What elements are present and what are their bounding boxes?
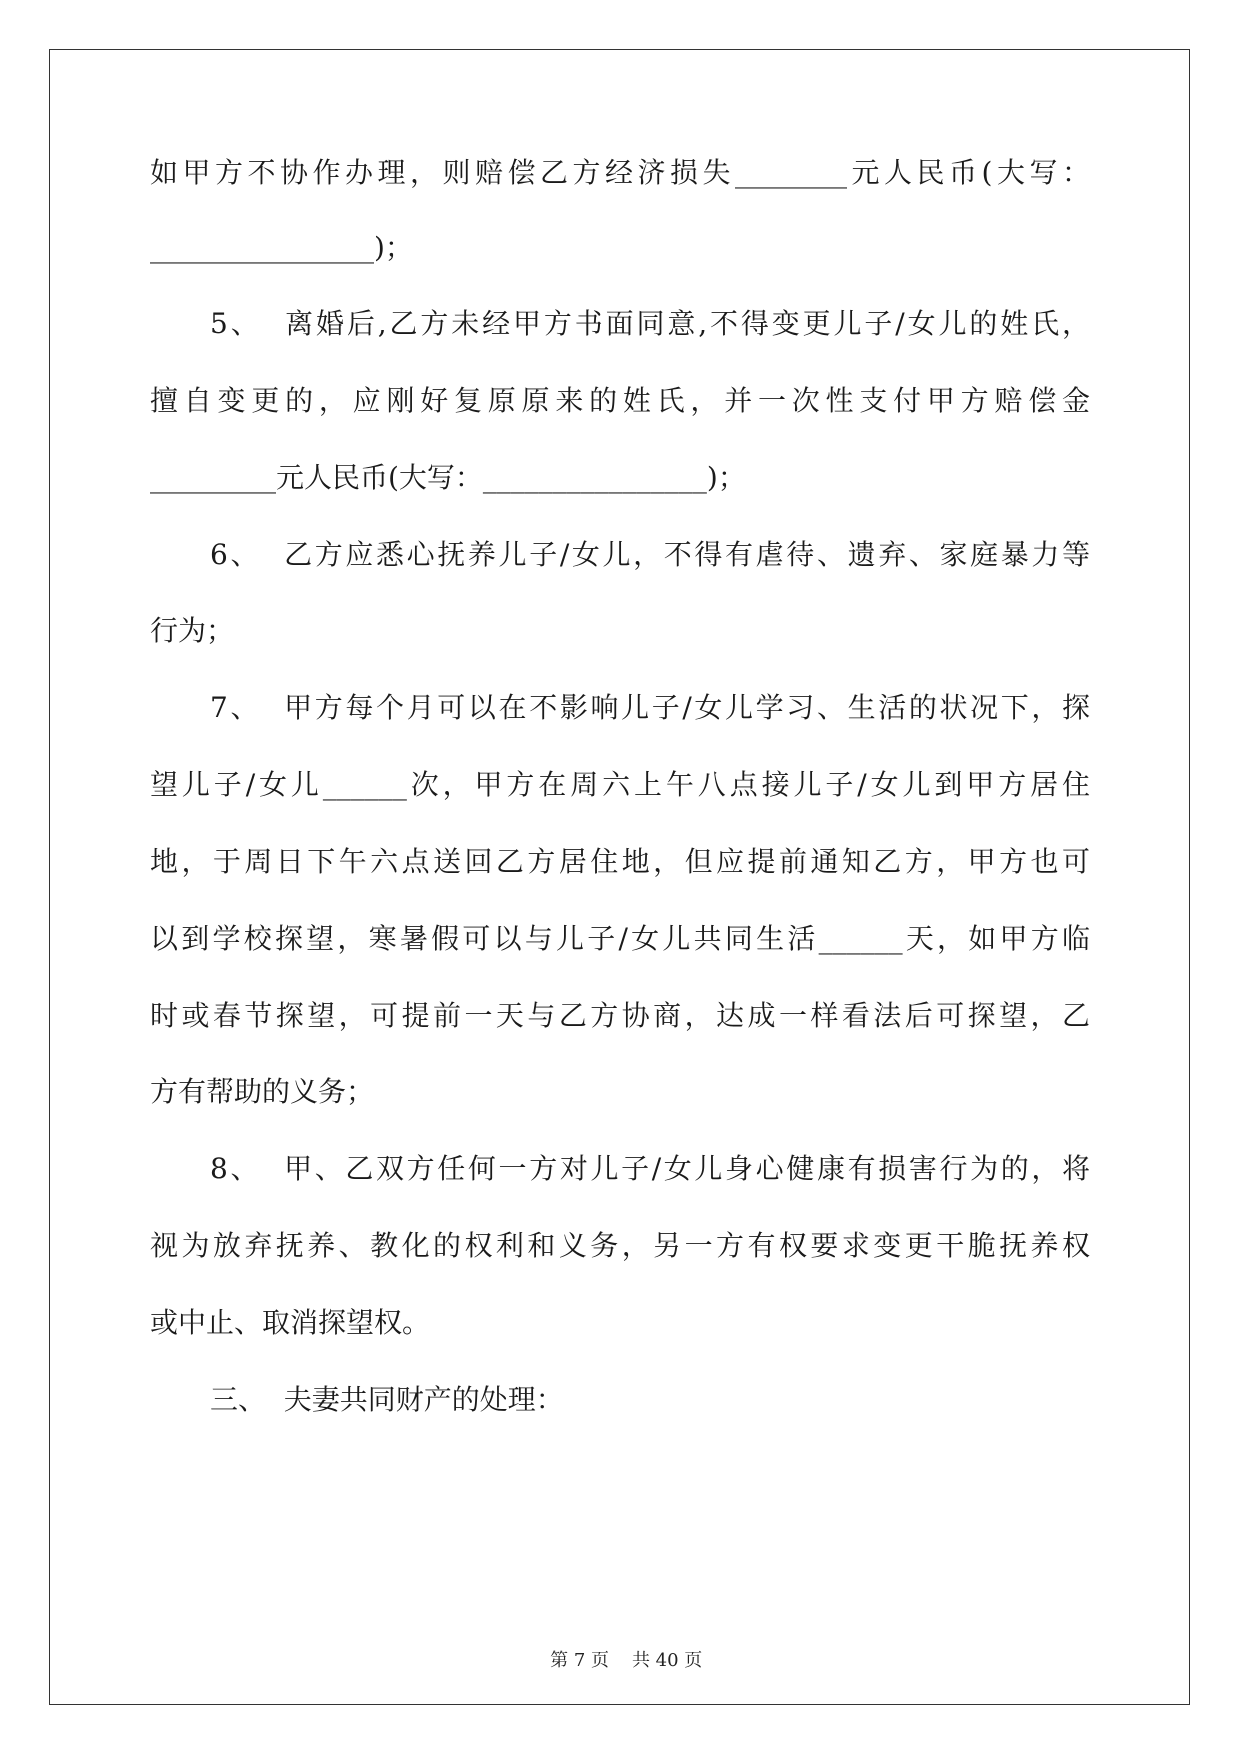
- text-line: 以到学校探望，寒暑假可以与儿子/女儿共同生活______天，如甲方临: [150, 922, 1090, 955]
- text-line: 7、 甲方每个月可以在不影响儿子/女儿学习、生活的状况下，探: [210, 691, 1090, 724]
- text-line: 望儿子/女儿______次，甲方在周六上午八点接儿子/女儿到甲方居住: [150, 768, 1090, 801]
- text-line: 视为放弃抚养、教化的权利和义务，另一方有权要求变更干脆抚养权: [150, 1229, 1090, 1262]
- text-line: 擅自变更的，应刚好复原原来的姓氏，并一次性支付甲方赔偿金: [150, 384, 1090, 417]
- text-line: _________元人民币(大写：________________)；: [150, 461, 746, 494]
- text-line: 方有帮助的义务；: [150, 1075, 375, 1108]
- text-line: 6、 乙方应悉心抚养儿子/女儿，不得有虐待、遗弃、家庭暴力等: [210, 538, 1090, 571]
- text-line: 或中止、取消探望权。: [150, 1306, 431, 1339]
- text-line: 时或春节探望，可提前一天与乙方协商，达成一样看法后可探望，乙: [150, 999, 1090, 1032]
- page-number: 第 7 页 共 40 页: [550, 1650, 703, 1671]
- text-line: 5、 离婚后,乙方未经甲方书面同意,不得变更儿子/女儿的姓氏，: [210, 307, 1090, 340]
- text-line: 如甲方不协作办理，则赔偿乙方经济损失________元人民币(大写：: [150, 156, 1090, 189]
- page-footer: [0, 1625, 1241, 1673]
- text-line: 地，于周日下午六点送回乙方居住地，但应提前通知乙方，甲方也可: [150, 845, 1090, 878]
- text-line: ________________)；: [150, 231, 413, 264]
- section-heading: 三、 夫妻共同财产的处理：: [210, 1383, 564, 1416]
- text-line: 8、 甲、乙双方任何一方对儿子/女儿身心健康有损害行为的，将: [210, 1152, 1090, 1185]
- text-line: 行为；: [150, 614, 235, 647]
